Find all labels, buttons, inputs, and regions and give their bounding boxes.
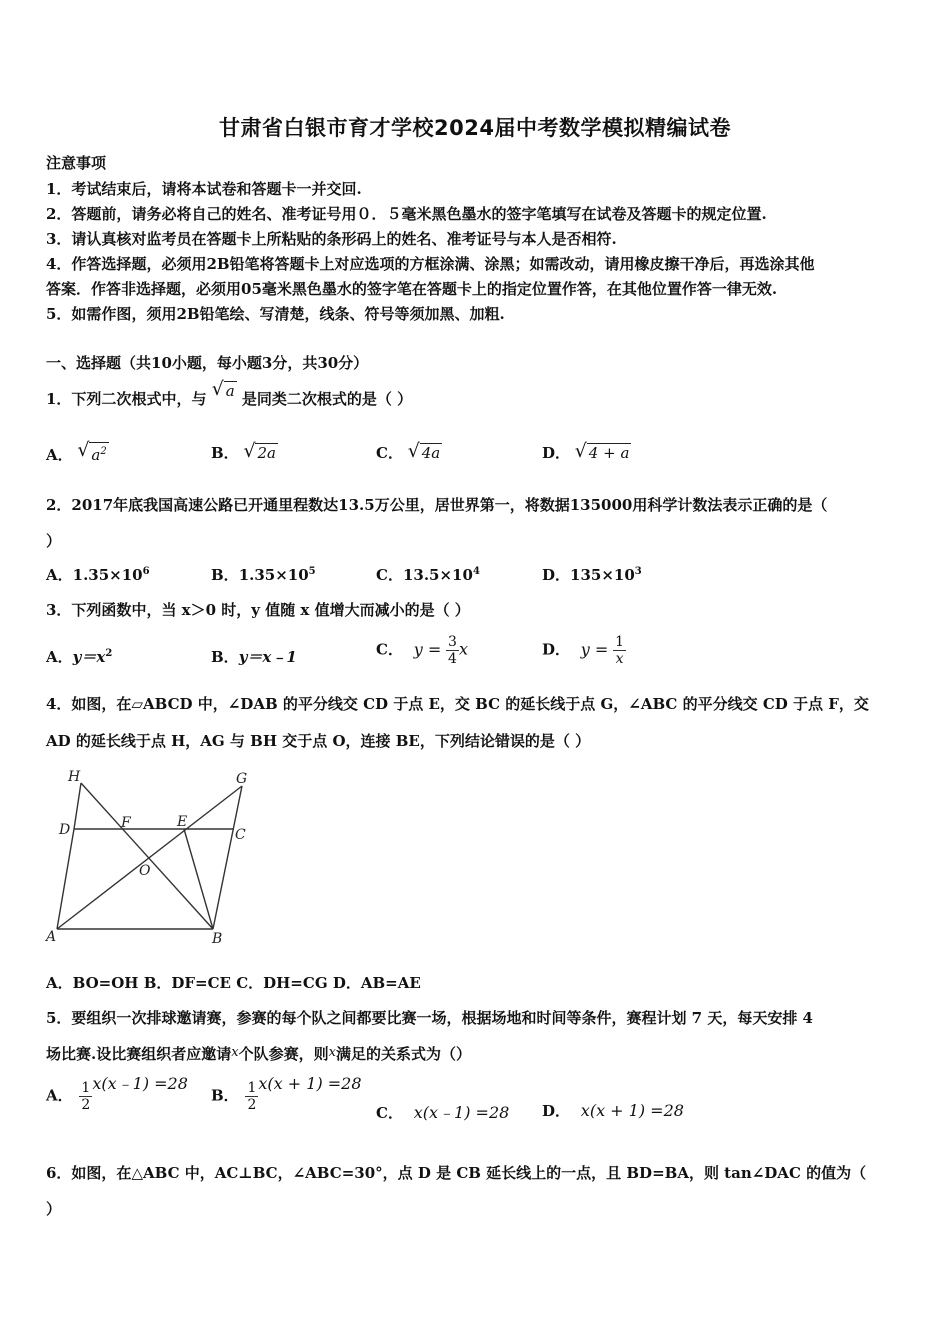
q1-option-d[interactable]: D． √ 4 + a — [542, 440, 630, 462]
question-5-line2: 场比赛.设比赛组织者应邀请x个队参赛，则x满足的关系式为（） — [46, 1045, 471, 1063]
parallelogram-figure — [44, 766, 260, 952]
segment-dh — [74, 783, 81, 829]
question-3: 3．下列函数中，当 x＞0 时，y 值随 x 值增大而减小的是（ ） — [46, 601, 470, 619]
label-f: F — [121, 815, 131, 831]
question-4-options[interactable]: A．BO=OH B．DF=CE C．DH=CG D．AB=AE — [46, 974, 421, 992]
segment-ad — [57, 829, 74, 929]
q2-option-d[interactable]: D．$135\times 10^3$ — [542, 566, 642, 584]
q2-option-a[interactable]: A．$1.35\times 10^6$ — [46, 566, 150, 584]
q3-option-c[interactable]: C． y = $\frac{3}{4}$ x — [376, 634, 468, 667]
label-c: C — [235, 827, 246, 843]
q1-pre: 1．下列二次根式中，与 — [46, 390, 207, 408]
question-6-line2: ） — [46, 1200, 62, 1218]
label-e: E — [177, 814, 188, 830]
label-d: D — [59, 822, 71, 838]
question-1 — [46, 378, 413, 409]
question-6-line1: 6．如图，在△ABC 中，AC⊥BC，∠ABC=30°，点 D 是 CB 延长线上的一点，且 BD=BA，则 tan∠DAC 的值为（ — [46, 1164, 867, 1182]
segment-bg — [213, 786, 242, 929]
q3-option-a[interactable]: A．$y=x^2$ — [46, 648, 113, 666]
q5-option-c[interactable]: C． x(x﹣1) =28 — [376, 1103, 510, 1122]
segment-ag — [57, 786, 242, 929]
notice-item: 5．如需作图，须用2B铅笔绘、写清楚，线条、符号等须加黑、加粗. — [46, 305, 505, 323]
q2-option-c[interactable]: C．$13.5\times 10^4$ — [376, 566, 480, 584]
notice-item: 2．答题前，请务必将自己的姓名、准考证号用０．５毫米黑色墨水的签字笔填写在试卷及答题卡的规定位置. — [46, 205, 767, 223]
label-h: H — [68, 769, 81, 785]
q2-option-b[interactable]: B．$1.35\times 10^5$ — [211, 566, 316, 584]
question-4-line1: 4．如图，在▱ABCD 中，∠DAB 的平分线交 CD 于点 E，交 BC 的延长线于点 G，∠ABC 的平分线交 CD 于点 F，交 — [46, 695, 869, 713]
question-5-line1: 5．要组织一次排球邀请赛，参赛的每个队之间都要比赛一场，根据场地和时间等条件，赛程计划 7 天，每天安排 4 — [46, 1009, 813, 1027]
section-heading: 一、选择题（共10小题，每小题3分，共30分） — [46, 354, 369, 372]
question-2-line2: ） — [46, 532, 62, 550]
segment-hb — [81, 783, 213, 929]
notice-heading: 注意事项 — [46, 154, 107, 172]
question-4-line2: AD 的延长线于点 H，AG 与 BH 交于点 O，连接 BE，下列结论错误的是（ ） — [46, 732, 591, 750]
notice-item: 1．考试结束后，请将本试卷和答题卡一并交回. — [46, 180, 362, 198]
q1-option-a[interactable]: A． √ $a^2$ — [46, 439, 107, 464]
label-g: G — [236, 771, 248, 787]
sqrt-a: √ a — [211, 378, 235, 400]
q1-option-c[interactable]: C． √ 4a — [376, 440, 441, 462]
q3-option-b[interactable]: B．y＝x﹣1 — [211, 648, 297, 666]
notice-item: 答案．作答非选择题，必须用05毫米黑色墨水的签字笔在答题卡上的指定位置作答，在其他位置作答一律无效. — [46, 280, 778, 298]
exam-title: 甘肃省白银市育才学校2024届中考数学模拟精编试卷 — [219, 116, 731, 140]
q5-option-b[interactable]: B． $\frac{1}{2}$ x(x + 1) =28 — [211, 1073, 362, 1113]
label-b: B — [212, 931, 223, 947]
label-a: A — [46, 929, 57, 945]
q1-option-b[interactable]: B． √ 2a — [211, 440, 276, 462]
q5-option-d[interactable]: D． x(x + 1) =28 — [542, 1101, 684, 1120]
label-o: O — [139, 863, 151, 879]
q5-option-a[interactable]: A． $\frac{1}{2}$ x(x﹣1) =28 — [46, 1073, 188, 1113]
q1-post: 是同类二次根式的是（ ） — [241, 390, 413, 408]
question-2-line1: 2．2017年底我国高速公路已开通里程数达13.5万公里，居世界第一，将数据135000用科学计数法表示正确的是（ — [46, 496, 828, 514]
notice-item: 4．作答选择题，必须用2B铅笔将答题卡上对应选项的方框涂满、涂黑；如需改动，请用橡皮擦干净后，再选涂其他 — [46, 255, 815, 273]
notice-item: 3．请认真核对监考员在答题卡上所粘贴的条形码上的姓名、准考证号与本人是否相符. — [46, 230, 617, 248]
q3-option-d[interactable]: D． y = $\frac{1}{x}$ — [542, 634, 625, 667]
